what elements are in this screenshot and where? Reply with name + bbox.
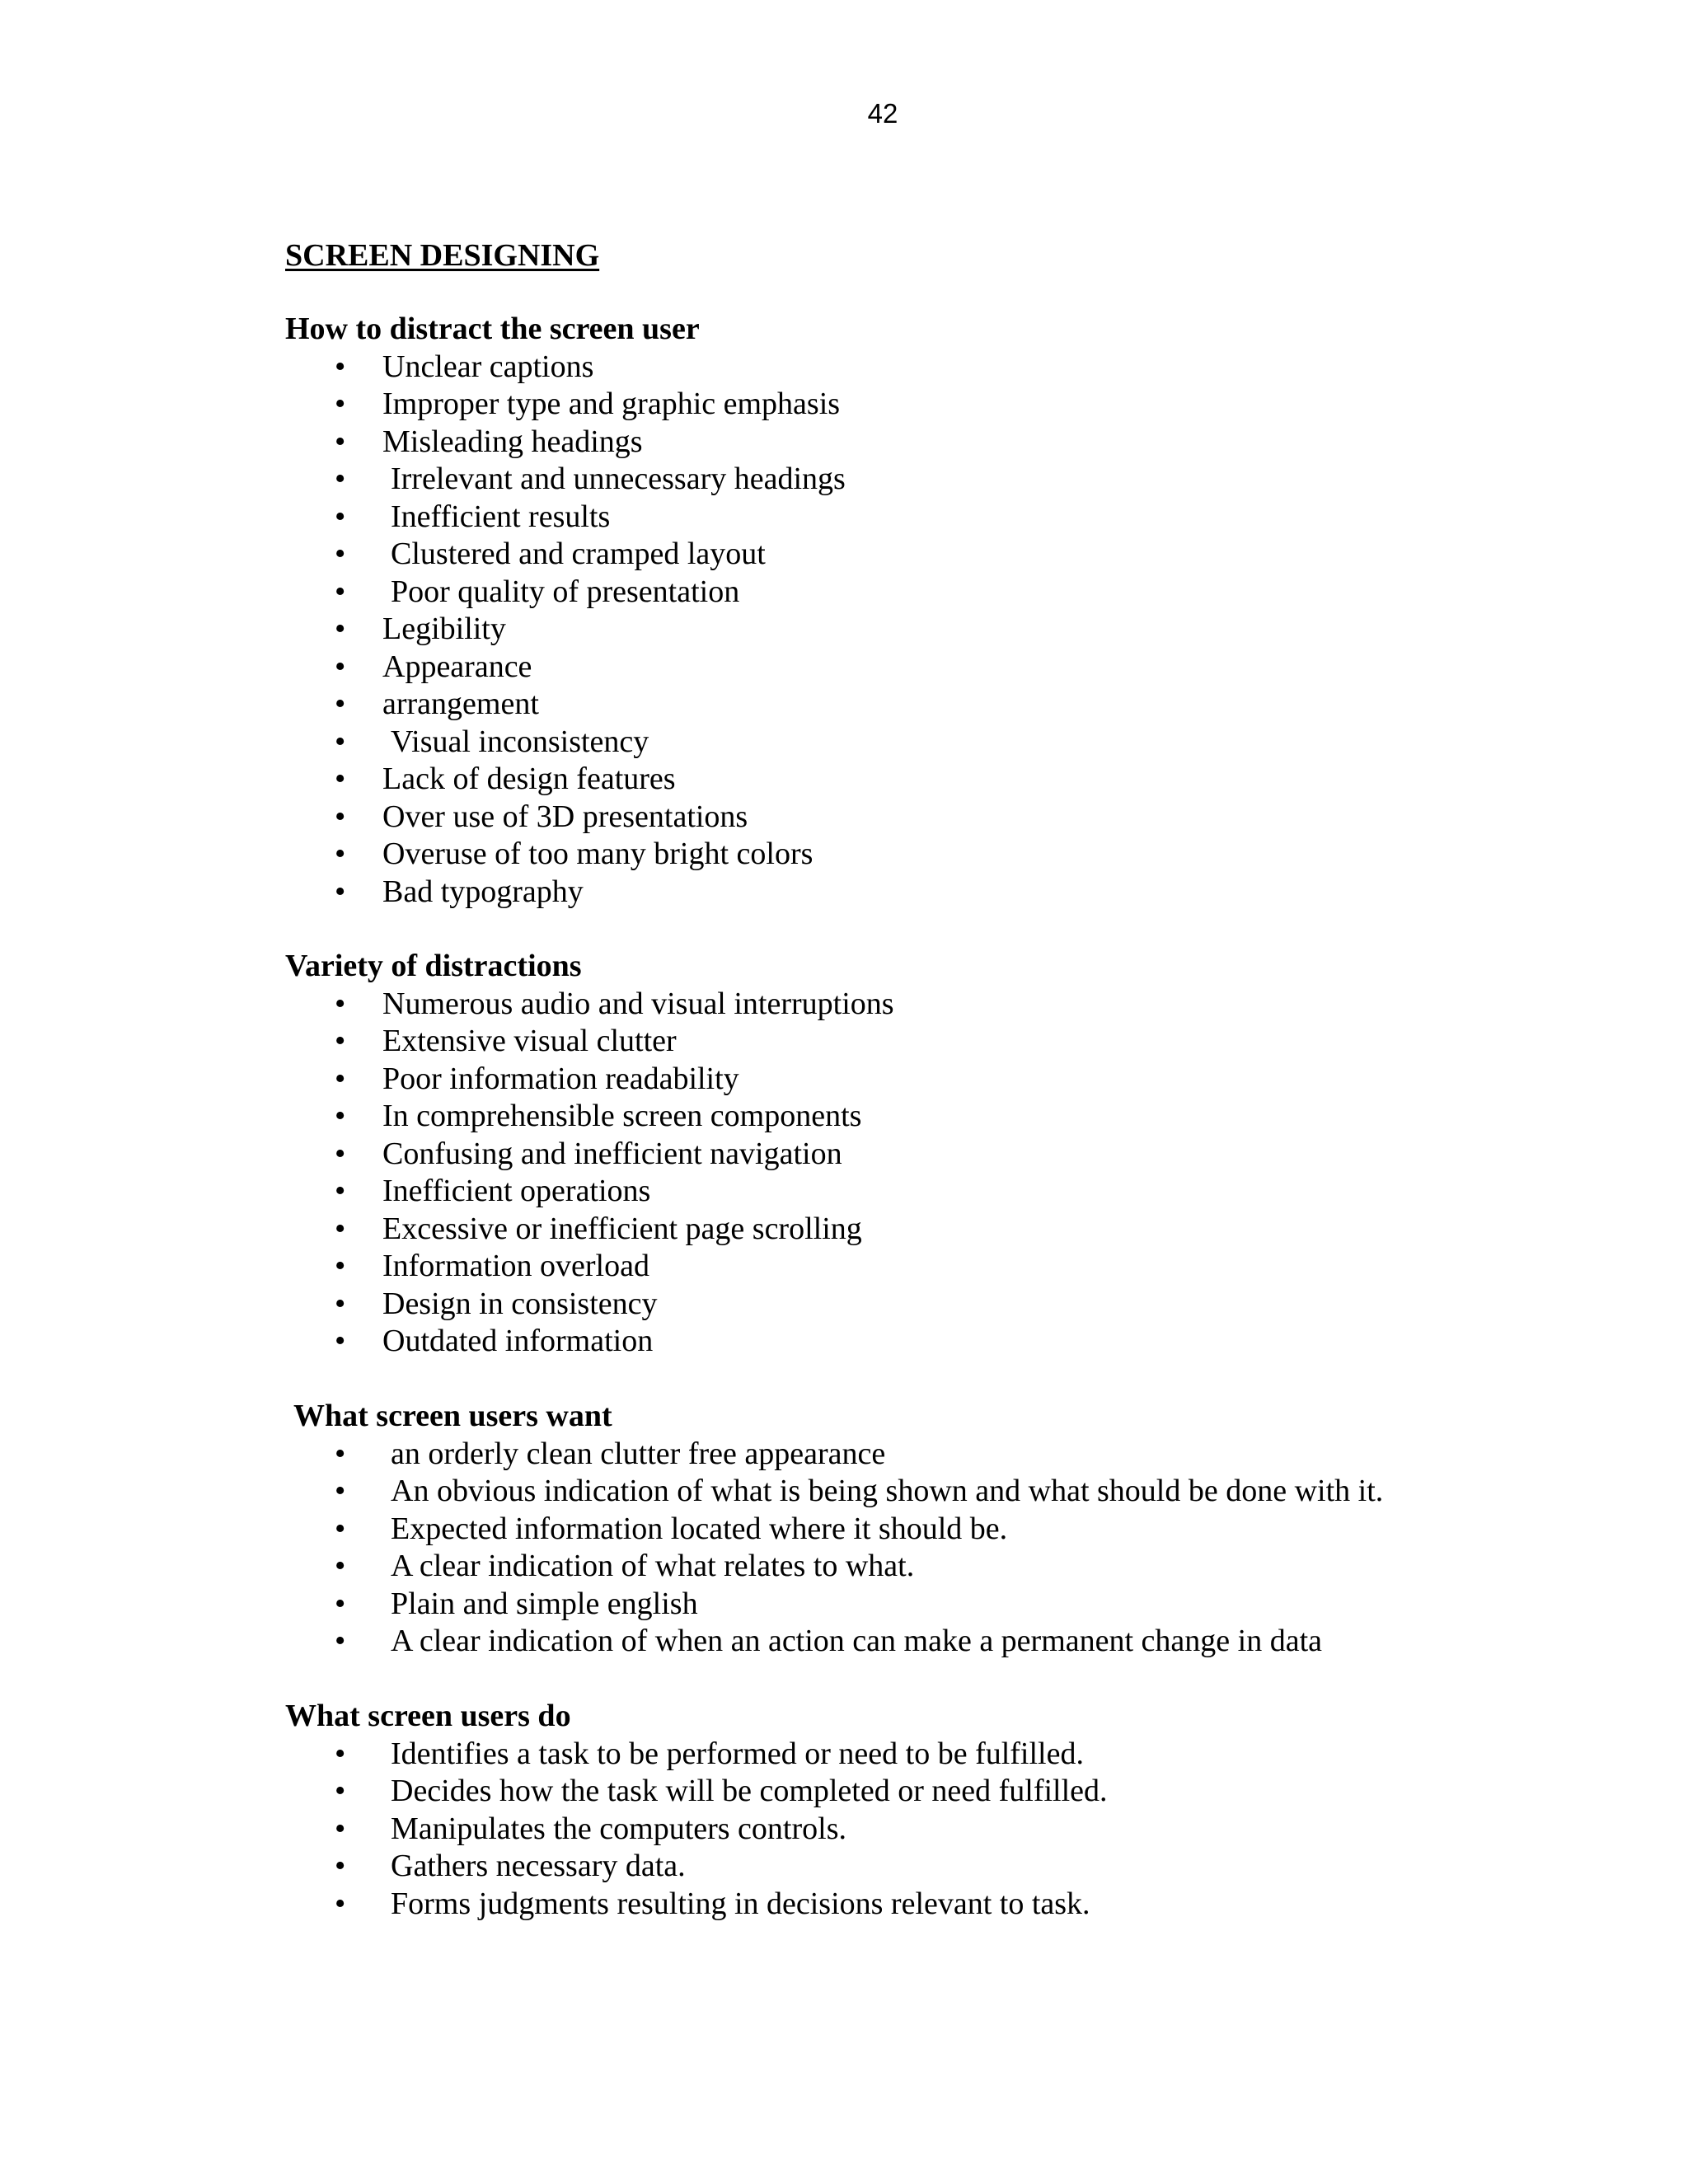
- list-item-text: A clear indication of what relates to what.: [391, 1549, 915, 1583]
- bullet-list: [285, 349, 846, 912]
- list-item: [285, 1286, 658, 1324]
- list-item: [285, 1248, 649, 1286]
- bullet-icon: •: [335, 1849, 346, 1883]
- list-item: [285, 799, 748, 837]
- bullet-icon: •: [335, 574, 346, 609]
- list-item-text: arrangement: [382, 687, 539, 721]
- list-item-text: Forms judgments resulting in decisions relevant to task.: [391, 1886, 1090, 1921]
- list-item-text: Lack of design features: [382, 762, 676, 796]
- list-item-text: Decides how the task will be completed or need fulfilled.: [391, 1774, 1108, 1808]
- bullet-icon: •: [335, 537, 346, 571]
- list-item-text: Confusing and inefficient navigation: [382, 1136, 842, 1171]
- page-title: SCREEN DESIGNING: [285, 238, 600, 273]
- bullet-list: [285, 986, 894, 1361]
- list-item-text: Expected information located where it should be.: [391, 1511, 1008, 1546]
- list-item-text: Legibility: [382, 612, 506, 646]
- list-item-text: Irrelevant and unnecessary headings: [391, 462, 846, 496]
- list-item-text: Numerous audio and visual interruptions: [382, 986, 894, 1021]
- list-item-text: Outdated information: [382, 1324, 654, 1358]
- list-item: [285, 1173, 651, 1211]
- list-item: [285, 349, 700, 387]
- list-item: [285, 1473, 1384, 1511]
- bullet-icon: •: [335, 1136, 346, 1171]
- list-item: [285, 1098, 862, 1136]
- bullet-icon: •: [335, 1211, 346, 1246]
- list-item: [285, 1623, 1322, 1661]
- bullet-icon: •: [335, 1624, 346, 1658]
- list-item: [285, 1586, 698, 1624]
- list-item: [285, 1736, 1084, 1774]
- list-item-text: Overuse of too many bright colors: [382, 837, 814, 871]
- bullet-icon: •: [335, 1099, 346, 1133]
- list-item: [285, 1511, 1008, 1549]
- list-item-text: an orderly clean clutter free appearance: [391, 1436, 886, 1471]
- bullet-icon: •: [335, 1736, 346, 1771]
- bullet-icon: •: [335, 724, 346, 759]
- bullet-icon: •: [335, 1024, 346, 1058]
- page-number: 42: [867, 98, 898, 129]
- bullet-icon: •: [335, 1174, 346, 1208]
- bullet-icon: •: [335, 986, 346, 1021]
- list-item: [285, 1548, 915, 1586]
- bullet-icon: •: [335, 1061, 346, 1096]
- bullet-icon: •: [335, 1811, 346, 1846]
- list-item-text: Information overload: [382, 1249, 649, 1283]
- list-item-text: Poor information readability: [382, 1061, 739, 1096]
- section-what-users-want: [285, 1398, 1384, 1661]
- bullet-icon: •: [335, 1436, 346, 1471]
- bullet-list: [285, 1736, 1108, 1924]
- list-item-text: An obvious indication of what is being shown and what should be done with it.: [391, 1474, 1384, 1508]
- list-item-text: Inefficient results: [391, 499, 611, 534]
- section-variety-of-distractions: [285, 948, 894, 1361]
- bullet-icon: •: [335, 837, 346, 871]
- bullet-icon: •: [335, 1249, 346, 1283]
- list-item: [285, 1811, 846, 1849]
- bullet-icon: •: [335, 387, 346, 421]
- bullet-icon: •: [335, 1549, 346, 1583]
- list-item: [285, 836, 814, 874]
- list-item-text: Design in consistency: [382, 1286, 658, 1321]
- list-item-text: Improper type and graphic emphasis: [382, 387, 841, 421]
- section-what-users-do: [285, 1698, 1108, 1923]
- bullet-list: [285, 1436, 1384, 1661]
- list-item: [285, 1773, 1108, 1811]
- list-item: [285, 986, 894, 1024]
- list-item: [285, 1323, 654, 1361]
- list-item: [285, 499, 700, 537]
- list-item-text: Extensive visual clutter: [382, 1024, 677, 1058]
- bullet-icon: •: [335, 1324, 346, 1358]
- list-item: [285, 1023, 677, 1061]
- list-item: [285, 1136, 842, 1174]
- bullet-icon: •: [335, 349, 346, 384]
- bullet-icon: •: [335, 1886, 346, 1921]
- section-heading: How to distract the screen user: [285, 312, 700, 346]
- section-heading: What screen users want: [293, 1399, 612, 1433]
- list-item-text: Manipulates the computers controls.: [391, 1811, 846, 1846]
- section-heading: Variety of distractions: [285, 949, 582, 983]
- bullet-icon: •: [335, 1474, 346, 1508]
- list-item-text: In comprehensible screen components: [382, 1099, 862, 1133]
- bullet-icon: •: [335, 1586, 346, 1621]
- list-item: [285, 761, 700, 799]
- bullet-icon: •: [335, 762, 346, 796]
- list-item: [285, 386, 841, 424]
- bullet-icon: •: [335, 874, 346, 909]
- bullet-icon: •: [335, 687, 346, 721]
- list-item: [285, 686, 700, 724]
- list-item-text: Gathers necessary data.: [391, 1849, 686, 1883]
- list-item-text: Identifies a task to be performed or need to be fulfilled.: [391, 1736, 1084, 1771]
- list-item: [285, 724, 700, 762]
- list-item: [285, 574, 740, 612]
- list-item: [285, 611, 700, 649]
- list-item-text: Appearance: [382, 649, 532, 684]
- list-item-text: Unclear captions: [382, 349, 594, 384]
- list-item-text: Inefficient operations: [382, 1174, 651, 1208]
- bullet-icon: •: [335, 799, 346, 834]
- bullet-icon: •: [335, 1511, 346, 1546]
- list-item-text: A clear indication of when an action can make a permanent change in data: [391, 1624, 1322, 1658]
- bullet-icon: •: [335, 649, 346, 684]
- list-item: [285, 1211, 862, 1249]
- list-item: [285, 649, 700, 687]
- list-item-text: Misleading headings: [382, 424, 643, 459]
- bullet-icon: •: [335, 1286, 346, 1321]
- list-item-text: Clustered and cramped layout: [391, 537, 766, 571]
- list-item: [285, 1848, 686, 1886]
- bullet-icon: •: [335, 424, 346, 459]
- list-item: [285, 424, 700, 462]
- bullet-icon: •: [335, 612, 346, 646]
- list-item-text: Poor quality of presentation: [391, 574, 740, 609]
- list-item: [285, 1886, 1090, 1924]
- list-item: [285, 874, 700, 912]
- list-item: [285, 1061, 739, 1099]
- bullet-icon: •: [335, 1774, 346, 1808]
- list-item: [285, 1436, 886, 1474]
- list-item-text: Over use of 3D presentations: [382, 799, 748, 834]
- list-item: [285, 536, 766, 574]
- list-item-text: Plain and simple english: [391, 1586, 698, 1621]
- list-item-text: Visual inconsistency: [391, 724, 649, 759]
- bullet-icon: •: [335, 462, 346, 496]
- section-how-to-distract: [285, 311, 846, 911]
- list-item-text: Excessive or inefficient page scrolling: [382, 1211, 862, 1246]
- section-heading: What screen users do: [285, 1699, 571, 1733]
- bullet-icon: •: [335, 499, 346, 534]
- list-item-text: Bad typography: [382, 874, 584, 909]
- list-item: [285, 461, 846, 499]
